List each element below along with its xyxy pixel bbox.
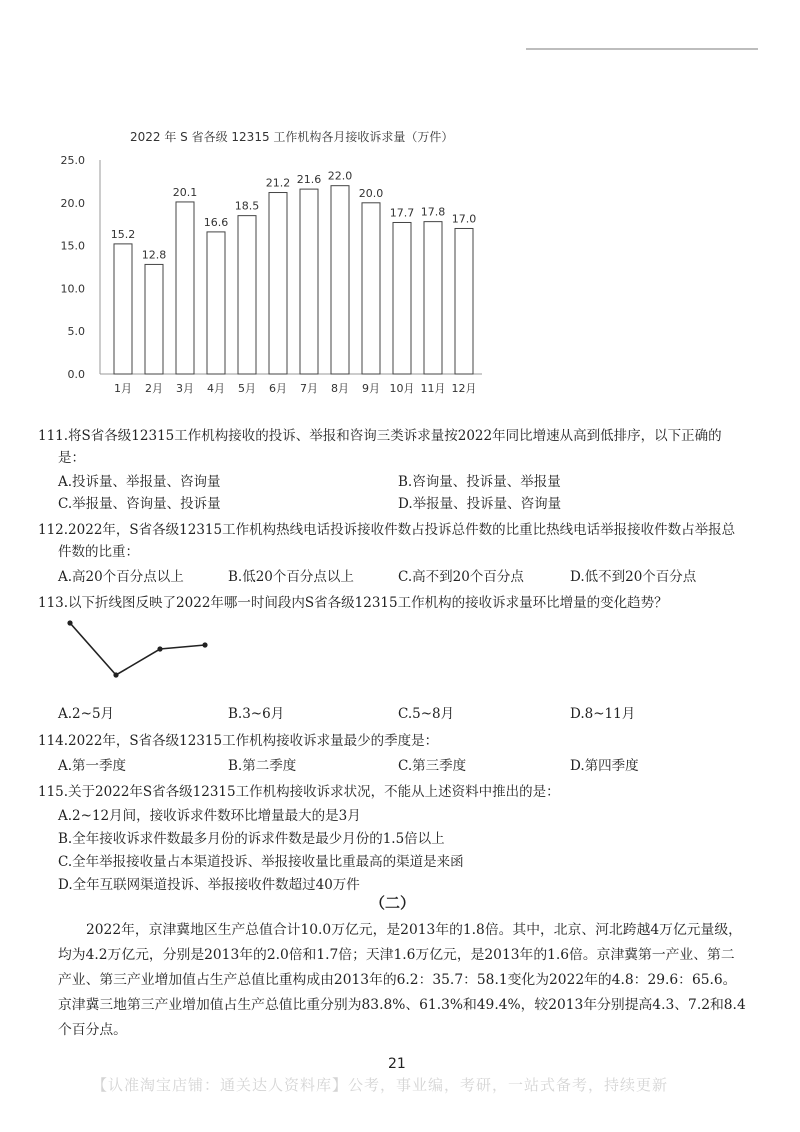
bar — [207, 232, 225, 374]
x-tick-label: 6月 — [269, 382, 287, 395]
q113-stem: 113.以下折线图反映了2022年哪一时间段内S省各级12315工作机构的接收诉求量环比增量的变化趋势？ — [38, 595, 668, 611]
x-tick-label: 1月 — [114, 382, 132, 395]
trend-point — [157, 646, 162, 651]
trend-line-figure — [60, 615, 220, 685]
bar — [300, 189, 318, 374]
y-tick-label: 15.0 — [60, 239, 85, 253]
q113-option-a[interactable]: A.2~5月 — [58, 706, 115, 722]
q115-stem: 115.关于2022年S省各级12315工作机构接收诉求状况，不能从上述资料中推出的是： — [38, 784, 560, 800]
q111-stem-cont: 是： — [58, 450, 85, 466]
bar-value-label: 21.2 — [265, 176, 291, 190]
bar — [424, 222, 442, 374]
q112-option-b[interactable]: B.低20个百分点以上 — [228, 569, 354, 585]
x-tick-label: 8月 — [331, 382, 349, 395]
bar-value-label: 22.0 — [327, 169, 353, 183]
q114-option-b[interactable]: B.第二季度 — [228, 758, 297, 774]
q112-stem-cont: 件数的比重： — [58, 544, 139, 560]
y-tick-label: 0.0 — [67, 368, 85, 381]
q113-option-d[interactable]: D.8~11月 — [570, 706, 636, 722]
q113-option-c[interactable]: C.5~8月 — [398, 706, 455, 722]
x-tick-label: 10月 — [389, 382, 415, 395]
bar-value-label: 15.2 — [110, 227, 136, 241]
x-tick-label: 12月 — [451, 382, 477, 395]
bar-value-label: 20.0 — [358, 186, 384, 200]
bar-value-label: 17.8 — [420, 205, 446, 219]
q111-option-b[interactable]: B.咨询量、投诉量、举报量 — [398, 474, 561, 490]
y-tick-label: 20.0 — [60, 196, 85, 210]
q111-option-c[interactable]: C.举报量、咨询量、投诉量 — [58, 496, 221, 512]
y-tick-label: 10.0 — [60, 282, 85, 296]
bar-value-label: 18.5 — [234, 199, 260, 213]
q114-option-a[interactable]: A.第一季度 — [58, 758, 127, 774]
q114-option-d[interactable]: D.第四季度 — [570, 758, 639, 774]
q113-option-b[interactable]: B.3~6月 — [228, 706, 285, 722]
material-paragraph: 2022年，京津冀地区生产总值合计10.0万亿元，是2013年的1.8倍。其中，北京、河北跨越4万亿元量级，均为4.2万亿元，分别是2013年的2.0倍和1.7倍；天津1.6万亿元，是2013年的1.6倍。京津冀第一产业、第二产业、第三产业增加值占生产总值比重构成由2013年的6.2：35.7：58.1变化为2022年的4.8：29.6：65.6。京津冀三地第三产业增加值占生产总值比重分别为83.8%、61.3%和49.4%，较2013年分别提高4.3、7.2和8.4个百分点。 — [58, 922, 746, 1038]
x-tick-label: 4月 — [207, 382, 225, 395]
q115-option-d[interactable]: D.全年互联网渠道投诉、举报接收件数超过40万件 — [58, 877, 360, 893]
q111-stem: 111.将S省各级12315工作机构接收的投诉、举报和咨询三类诉求量按2022年同比增速从高到低排序，以下正确的 — [38, 428, 722, 444]
bar-value-label: 20.1 — [172, 185, 198, 199]
trend-line — [70, 623, 205, 675]
q115-option-b[interactable]: B.全年接收诉求件数最多月份的诉求件数是最少月份的1.5倍以上 — [58, 831, 445, 847]
q115-option-a[interactable]: A.2~12月间，接收诉求件数环比增量最大的是3月 — [58, 808, 361, 824]
q111-option-a[interactable]: A.投诉量、举报量、咨询量 — [58, 474, 221, 490]
x-tick-label: 2月 — [145, 382, 163, 395]
x-tick-label: 9月 — [362, 382, 380, 395]
q112-option-c[interactable]: C.高不到20个百分点 — [398, 569, 524, 585]
bar-value-label: 16.6 — [203, 215, 229, 229]
section-heading: （二） — [370, 894, 416, 912]
trend-point — [202, 642, 207, 647]
monthly-bar-chart — [50, 150, 490, 400]
bar — [114, 244, 132, 374]
q111-option-d[interactable]: D.举报量、投诉量、咨询量 — [398, 496, 562, 512]
q115-option-c[interactable]: C.全年举报接收量占本渠道投诉、举报接收量比重最高的渠道是来函 — [58, 854, 464, 870]
bar-value-label: 21.6 — [296, 173, 322, 187]
q112-stem: 112.2022年，S省各级12315工作机构热线电话投诉接收件数占投诉总件数的比重比热线电话举报接收件数占举报总 — [38, 522, 736, 538]
bar — [269, 193, 287, 374]
trend-point — [67, 620, 72, 625]
q114-option-c[interactable]: C.第三季度 — [398, 758, 467, 774]
header-rule — [526, 48, 758, 50]
bar — [145, 264, 163, 374]
chart-title: 2022 年 S 省各级 12315 工作机构各月接收诉求量（万件） — [130, 130, 454, 144]
bar — [362, 203, 380, 374]
q112-option-a[interactable]: A.高20个百分点以上 — [58, 569, 184, 585]
x-tick-label: 11月 — [420, 382, 446, 395]
bar — [238, 216, 256, 374]
x-tick-label: 3月 — [176, 382, 194, 395]
q112-option-d[interactable]: D.低不到20个百分点 — [570, 569, 697, 585]
bar-value-label: 12.8 — [141, 248, 167, 262]
bar — [393, 222, 411, 374]
watermark: 【认准淘宝店铺：通关达人资料库】公考，事业编，考研，一站式备考，持续更新 — [92, 1076, 669, 1094]
y-tick-label: 5.0 — [67, 325, 85, 339]
q114-stem: 114.2022年，S省各级12315工作机构接收诉求量最少的季度是： — [38, 733, 439, 749]
page-number: 21 — [388, 1056, 406, 1072]
y-tick-label: 25.0 — [60, 154, 85, 167]
bar — [176, 202, 194, 374]
x-tick-label: 7月 — [300, 382, 318, 395]
bar — [455, 228, 473, 374]
bar-value-label: 17.7 — [389, 206, 415, 220]
bar-value-label: 17.0 — [451, 212, 477, 226]
x-tick-label: 5月 — [238, 382, 256, 395]
bar — [331, 186, 349, 374]
trend-point — [113, 672, 118, 677]
